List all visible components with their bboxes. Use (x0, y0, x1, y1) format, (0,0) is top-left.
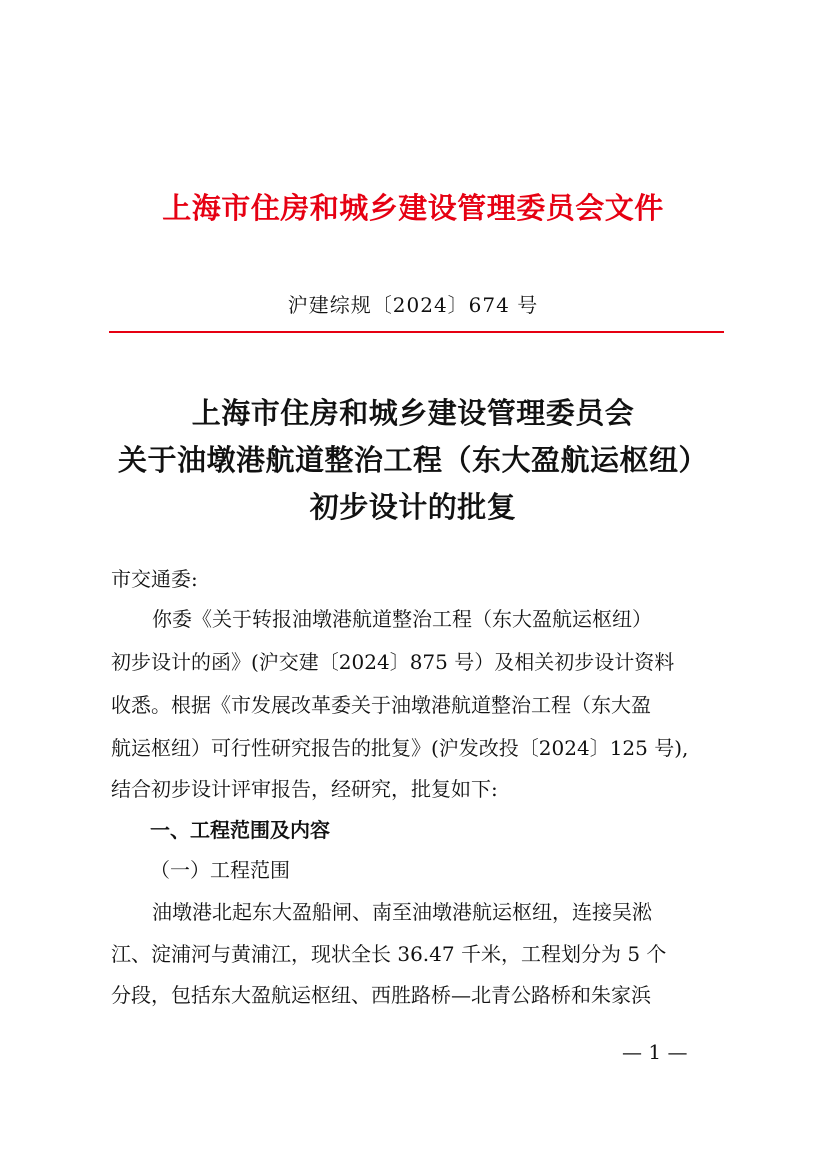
section-heading: 一、工程范围及内容 (150, 818, 330, 842)
document-title-line-1: 上海市住房和城乡建设管理委员会 (191, 396, 635, 430)
document-title-line-2: 关于油墩港航道整治工程（东大盈航运枢纽） (117, 443, 708, 477)
addressee: 市交通委: (111, 567, 198, 591)
body-text-line: 航运枢纽）可行性研究报告的批复》(沪发改投〔2024〕125 号), (111, 736, 689, 760)
body-text-line: 你委《关于转报油墩港航道整治工程（东大盈航运枢纽） (152, 607, 652, 631)
subsection-heading: （一）工程范围 (150, 858, 290, 882)
body-text-line: 初步设计的函》(沪交建〔2024〕875 号）及相关初步设计资料 (111, 650, 675, 674)
body-text-line: 收悉。根据《市发展改革委关于油墩港航道整治工程（东大盈 (111, 693, 651, 717)
body-text-line: 结合初步设计评审报告，经研究，批复如下: (111, 777, 498, 801)
document-title-line-3: 初步设计的批复 (309, 490, 517, 524)
body-text-line: 分段，包括东大盈航运枢纽、西胜路桥—北青公路桥和朱家浜 (111, 983, 651, 1007)
body-text-line: 油墩港北起东大盈船闸、南至油墩港航运枢纽，连接吴淞 (152, 900, 652, 924)
document-number: 沪建综规〔2024〕674 号 (287, 293, 539, 317)
red-divider-line (109, 331, 724, 333)
body-text-line: 江、淀浦河与黄浦江，现状全长 36.47 千米，工程划分为 5 个 (111, 942, 667, 966)
page-number: — 1 — (622, 1040, 688, 1064)
document-issuer-header: 上海市住房和城乡建设管理委员会文件 (162, 191, 664, 225)
